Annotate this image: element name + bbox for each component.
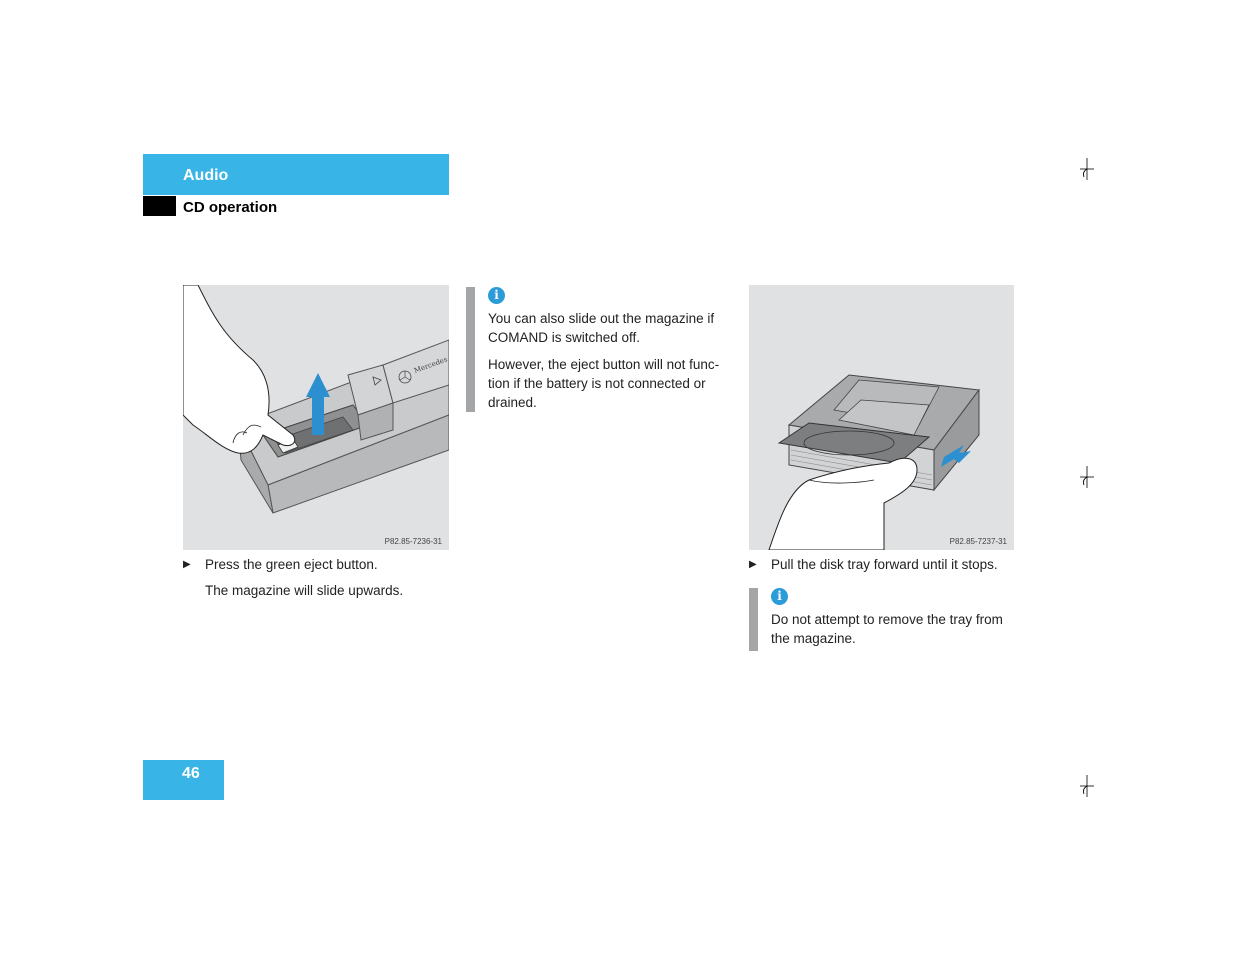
figure-disk-tray — [749, 285, 1014, 550]
info-icon: i — [488, 287, 505, 304]
svg-text:Mercedes: Mercedes — [412, 355, 449, 375]
instructions-right — [749, 555, 1019, 574]
instructions-left — [183, 555, 449, 600]
info-note-center — [466, 287, 740, 420]
crop-mark-icon — [1080, 466, 1094, 488]
note-paragraph: However, the eject button will not func-tion if the battery is not connected or drained. — [488, 357, 720, 410]
step-item — [183, 555, 449, 574]
info-icon: i — [771, 588, 788, 605]
bullet-arrow-icon: ▶ — [183, 559, 191, 570]
result-text: The magazine will slide upwards. — [205, 583, 404, 598]
figure-code: P82.85-7237-31 — [949, 537, 1007, 546]
crop-mark-icon — [1080, 775, 1094, 797]
info-note-right — [749, 588, 1021, 656]
note-bar — [749, 588, 758, 651]
page-number-box — [143, 760, 224, 800]
subsection-marker — [143, 196, 176, 216]
step-text: Pull the disk tray forward until it stops. — [771, 557, 998, 572]
step-text: Press the green eject button. — [205, 557, 378, 572]
page-number: 46 — [182, 765, 200, 782]
subsection-title: CD operation — [183, 199, 278, 216]
section-header — [143, 154, 449, 195]
disk-tray-illustration — [749, 285, 1014, 550]
crop-mark-icon — [1080, 158, 1094, 180]
note-paragraph: You can also slide out the magazine if COMAND is switched off. — [488, 311, 715, 345]
bullet-arrow-icon: ▶ — [749, 559, 757, 570]
note-bar — [466, 287, 475, 412]
note-paragraph: Do not attempt to remove the tray from the magazine. — [771, 612, 1003, 646]
figure-code: P82.85-7236-31 — [384, 537, 442, 546]
section-title: Audio — [183, 167, 229, 184]
figure-eject-button — [183, 285, 449, 550]
step-item — [749, 555, 1019, 574]
magazine-eject-illustration — [183, 285, 449, 550]
